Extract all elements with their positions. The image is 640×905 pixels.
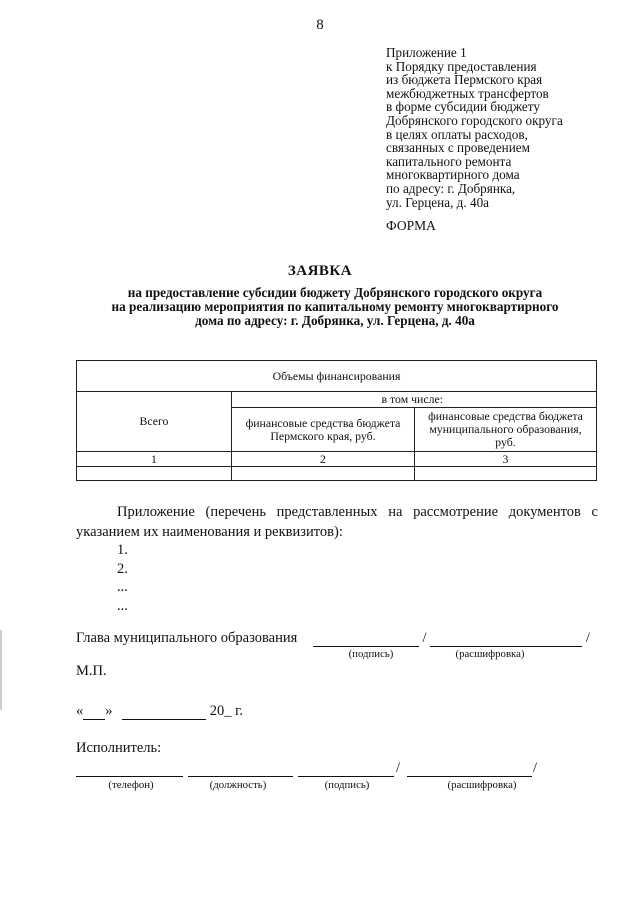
document-title: ЗАЯВКА	[287, 263, 353, 279]
phone-line	[76, 762, 183, 777]
list-item: 1.	[117, 542, 128, 558]
scan-edge-artifact	[0, 630, 2, 710]
appendix-line: к Порядку предоставления	[386, 58, 537, 74]
slash: /	[396, 760, 401, 776]
financing-table	[76, 360, 597, 481]
signature-caption: (подпись)	[348, 648, 394, 660]
table-empty-cell	[415, 467, 597, 481]
table-header-main: Объемы финансирования	[77, 361, 597, 392]
exec-decoding-caption: (расшифровка)	[447, 779, 517, 791]
appendix-instruction: Приложение (перечень представленных на рассмотрение документов с указанием их наименования и реквизитов):	[76, 504, 598, 540]
appendix-line: Добрянского городского округа	[386, 112, 563, 128]
slash: /	[585, 630, 590, 646]
appendix-line: ул. Герцена, д. 40а	[386, 194, 490, 210]
form-label: ФОРМА	[386, 218, 436, 233]
list-item: ...	[117, 597, 128, 614]
day-line	[83, 705, 105, 720]
table-number-cell: 1	[77, 452, 232, 467]
exec-signature-caption: (подпись)	[324, 779, 370, 791]
subtitle-line: на реализацию мероприятия по капитальному ремонту многоквартирного	[111, 299, 559, 314]
signature-line	[313, 632, 419, 647]
date-open-quote: «	[76, 703, 84, 719]
appendix-line: Приложение 1	[386, 45, 467, 60]
table-including: в том числе:	[232, 392, 597, 408]
position-caption: (должность)	[209, 779, 267, 791]
list-item: 2.	[117, 560, 128, 577]
head-label: Глава муниципального образования	[76, 630, 298, 646]
table-col-municipal: финансовые средства бюджета муниципального образования, руб.	[415, 408, 597, 452]
appendix-line: многоквартирного дома	[386, 167, 520, 183]
slash: /	[422, 630, 427, 646]
stamp-label: М.П.	[76, 663, 107, 679]
date-close-quote: »	[105, 703, 113, 719]
slash: /	[533, 760, 538, 776]
month-line	[122, 705, 206, 720]
exec-decoding-line	[407, 762, 532, 777]
appendix-line: капитального ремонта	[386, 153, 512, 169]
appendix-line: связанных с проведением	[386, 140, 530, 156]
table-empty-cell	[77, 467, 232, 481]
subtitle-line: дома по адресу: г. Добрянка, ул. Герцена, д. 40а	[195, 313, 475, 328]
appendix-line: в форме субсидии бюджету	[386, 99, 540, 115]
appendix-line: по адресу: г. Добрянка,	[386, 180, 516, 196]
document-subtitle	[60, 286, 610, 328]
position-line	[188, 762, 293, 777]
table-col-regional: финансовые средства бюджета Пермского края, руб.	[232, 408, 415, 452]
exec-signature-line	[298, 762, 394, 777]
decoding-caption: (расшифровка)	[455, 648, 525, 660]
table-number-cell: 2	[232, 452, 415, 467]
page-number: 8	[316, 17, 324, 33]
table-col-total: Всего	[77, 392, 232, 452]
subtitle-line: на предоставление субсидии бюджету Добрянского городского округа	[127, 285, 543, 300]
appendix-line: в целях оплаты расходов,	[386, 126, 528, 142]
appendix-header	[386, 46, 626, 209]
appendix-line: межбюджетных трансфертов	[386, 85, 549, 101]
executor-label: Исполнитель:	[76, 740, 162, 756]
table-empty-cell	[232, 467, 415, 481]
year-label: 20_ г.	[209, 703, 244, 719]
head-signature-row	[76, 630, 590, 647]
decoding-line	[430, 632, 582, 647]
table-number-cell: 3	[415, 452, 597, 467]
list-item: ...	[117, 579, 128, 595]
appendix-line: из бюджета Пермского края	[386, 72, 543, 88]
date-row	[76, 703, 243, 720]
phone-caption: (телефон)	[108, 779, 154, 791]
document-list	[117, 541, 128, 615]
